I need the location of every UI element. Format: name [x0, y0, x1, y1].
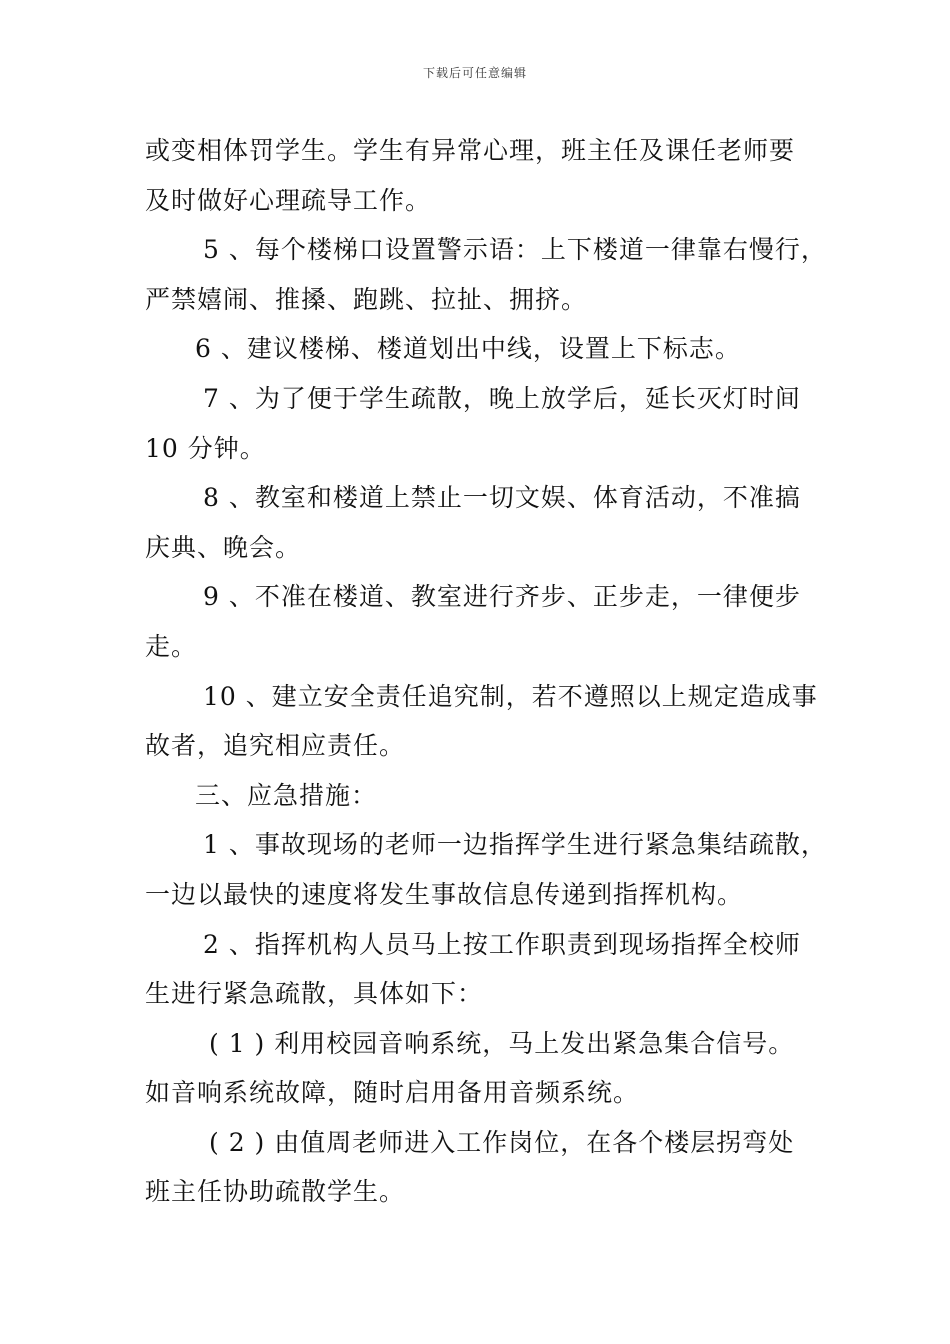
paragraph-line: ( 2 ) 由值周老师进入工作岗位，在各个楼层拐弯处: [209, 1127, 795, 1157]
paragraph-line: 10 分钟。: [145, 433, 266, 463]
document-body: [145, 126, 825, 1217]
paragraph-line: 及时做好心理疏导工作。: [145, 185, 432, 215]
paragraph-line: 一边以最快的速度将发生事故信息传递到指挥机构。: [145, 879, 744, 909]
paragraph-line: 1 、事故现场的老师一边指挥学生进行紧急集结疏散，: [203, 830, 827, 860]
paragraph-line: 5 、每个楼梯口设置警示语：上下楼道一律靠右慢行，: [203, 235, 827, 265]
paragraph-line: 如音响系统故障，随时启用备用音频系统。: [145, 1078, 640, 1108]
section-heading: 三、应急措施：: [195, 780, 378, 810]
paragraph-line: 7 、为了便于学生疏散，晚上放学后，延长灭灯时间: [203, 383, 801, 413]
paragraph-line: 2 、指挥机构人员马上按工作职责到现场指挥全校师: [203, 929, 801, 959]
page-header: 下载后可任意编辑: [422, 66, 527, 80]
paragraph-line: 庆典、晚会。: [145, 532, 302, 562]
paragraph-line: 10 、建立安全责任追究制，若不遵照以上规定造成事: [203, 681, 818, 711]
paragraph-line: 故者，追究相应责任。: [145, 731, 406, 761]
paragraph-line: 或变相体罚学生。学生有异常心理，班主任及课任老师要: [145, 136, 796, 165]
paragraph-line: ( 1 ) 利用校园音响系统，马上发出紧急集合信号。: [209, 1028, 795, 1058]
paragraph-line: 6 、建议楼梯、楼道划出中线，设置上下标志。: [195, 334, 741, 364]
paragraph-line: 8 、教室和楼道上禁止一切文娱、体育活动，不准搞: [203, 483, 801, 513]
paragraph-line: 9 、不准在楼道、教室进行齐步、正步走，一律便步: [203, 582, 801, 612]
paragraph-line: 班主任协助疏散学生。: [145, 1177, 406, 1207]
paragraph-line: 生进行紧急疏散，具体如下：: [145, 979, 484, 1009]
paragraph-line: 走。: [145, 631, 198, 661]
paragraph-line: 严禁嬉闹、推搡、跑跳、拉扯、拥挤。: [145, 284, 588, 314]
